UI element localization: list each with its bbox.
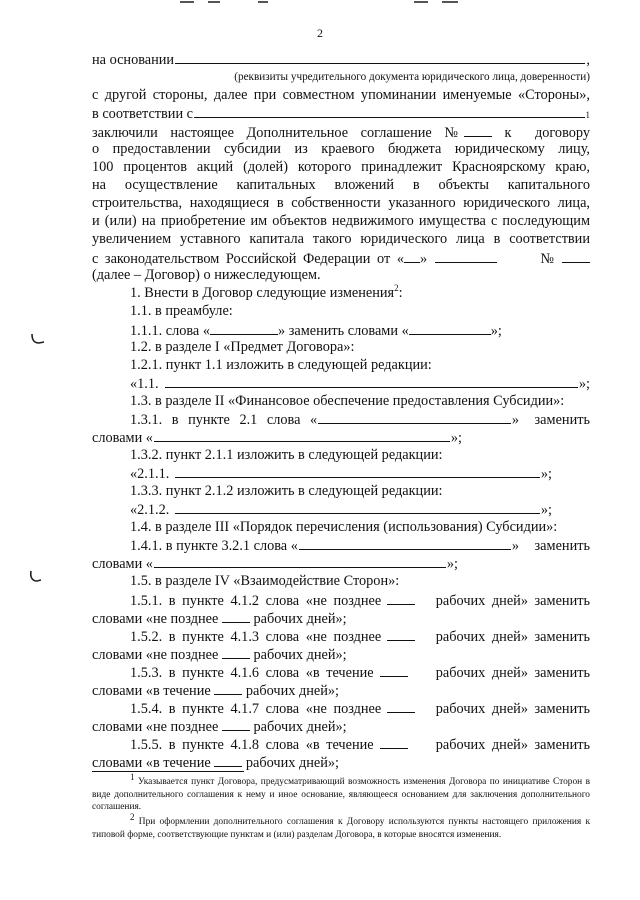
doc-line: «1.1. »; <box>130 376 590 392</box>
doc-line: заключили настоящее Дополнительное соглашение № к договору <box>92 122 590 140</box>
footnote-1: $^1$ Указывается пункт Договора, предусматривающий возможность изменения Договора по инициативе Сторон в виде дополнительного соглашения к нему и иное основание, являющееся основанием для заключения дополнительного соглашения. <box>92 771 591 812</box>
doc-line: 1.5.3. в пункте 4.1.6 слова «в течение рабочих дней» заменить <box>130 662 590 680</box>
doc-line: 1.5. в разделе IV «Взаимодействие Сторон»: <box>130 573 400 589</box>
scan-artifact-top <box>180 1 480 5</box>
doc-caption: (реквизиты учредительного документа юридического лица, доверенности) <box>234 71 590 83</box>
doc-line: (далее – Договор) о нижеследующем. <box>92 267 321 283</box>
doc-line: 1.2.1. пункт 1.1 изложить в следующей редакции: <box>130 357 432 373</box>
doc-line: 1.2. в разделе I «Предмет Договора»: <box>130 339 355 355</box>
doc-line: 1.4.1. в пункте 3.2.1 слова « » заменить <box>130 538 590 554</box>
handwritten-mark <box>30 332 46 346</box>
doc-line: 1.1. в преамбуле: <box>130 303 233 319</box>
doc-line: 1.3. в разделе II «Финансовое обеспечение предоставления Субсидии»: <box>130 393 565 409</box>
doc-line: на осуществление капитальных вложений в объекты капитального <box>92 177 590 193</box>
doc-line: 1.3.3. пункт 2.1.2 изложить в следующей редакции: <box>130 483 443 499</box>
doc-line: и (или) на приобретение им объектов недвижимого имущества с последующим <box>92 213 590 229</box>
doc-line: 1.5.1. в пункте 4.1.2 слова «не позднее рабочих дней» заменить <box>130 590 590 608</box>
doc-line: 1.4. в разделе III «Порядок перечисления (использования) Субсидии»: <box>130 519 558 535</box>
doc-line: 1.5.2. в пункте 4.1.3 слова «не позднее рабочих дней» заменить <box>130 626 590 644</box>
doc-line: в соответствии с 1 <box>92 106 590 122</box>
doc-line: увеличением уставного капитала такого юридического лица в соответствии <box>92 231 590 247</box>
handwritten-mark <box>28 570 44 584</box>
doc-line: с законодательством Российской Федерации от « » № <box>92 248 590 266</box>
doc-line: 1. Внести в Договор следующие изменения$^2$: <box>130 283 403 301</box>
footnote-ref-2: 2 <box>394 283 399 294</box>
doc-line: словами «не позднее рабочих дней»; <box>92 644 590 662</box>
doc-line: на основании , <box>92 52 590 68</box>
doc-line: 100 процентов акций (долей) которого принадлежит Красноярскому краю, <box>92 159 590 175</box>
doc-line: 1.5.5. в пункте 4.1.8 слова «в течение рабочих дней» заменить <box>130 734 590 752</box>
doc-line: словами « »; <box>92 430 462 446</box>
doc-line: 1.3.2. пункт 2.1.1 изложить в следующей редакции: <box>130 447 443 463</box>
doc-line: о предоставлении субсидии из краевого бюджета юридическому лицу, <box>92 141 590 157</box>
footnote-2: $^2$ При оформлении дополнительного соглашения к Договору используются пункты настоящего приложения к типовой форме, соответствующие пунктам и (или) разделам Договора, в которые вносятся изменения. <box>92 811 591 840</box>
doc-line: 1.3.1. в пункте 2.1 слова « » заменить <box>130 412 590 428</box>
doc-line: словами «не позднее рабочих дней»; <box>92 716 590 734</box>
doc-line: «2.1.2. »; <box>130 502 552 518</box>
footnote-separator <box>92 771 244 772</box>
doc-line: словами «в течение рабочих дней»; <box>92 680 590 698</box>
doc-line: словами « »; <box>92 556 458 572</box>
doc-line: 1.5.4. в пункте 4.1.7 слова «не позднее рабочих дней» заменить <box>130 698 590 716</box>
doc-line: строительства, находящиеся в собственности указанного юридического лица, <box>92 195 590 211</box>
doc-line: словами «в течение рабочих дней»; <box>92 752 590 768</box>
page-number: 2 <box>317 26 323 40</box>
doc-line: с другой стороны, далее при совместном упоминании именуемые «Стороны», <box>92 87 590 103</box>
doc-line: словами «не позднее рабочих дней»; <box>92 608 590 626</box>
doc-line: «2.1.1. »; <box>130 466 552 482</box>
doc-line: 1.1.1. слова « » заменить словами « »; <box>130 320 590 338</box>
